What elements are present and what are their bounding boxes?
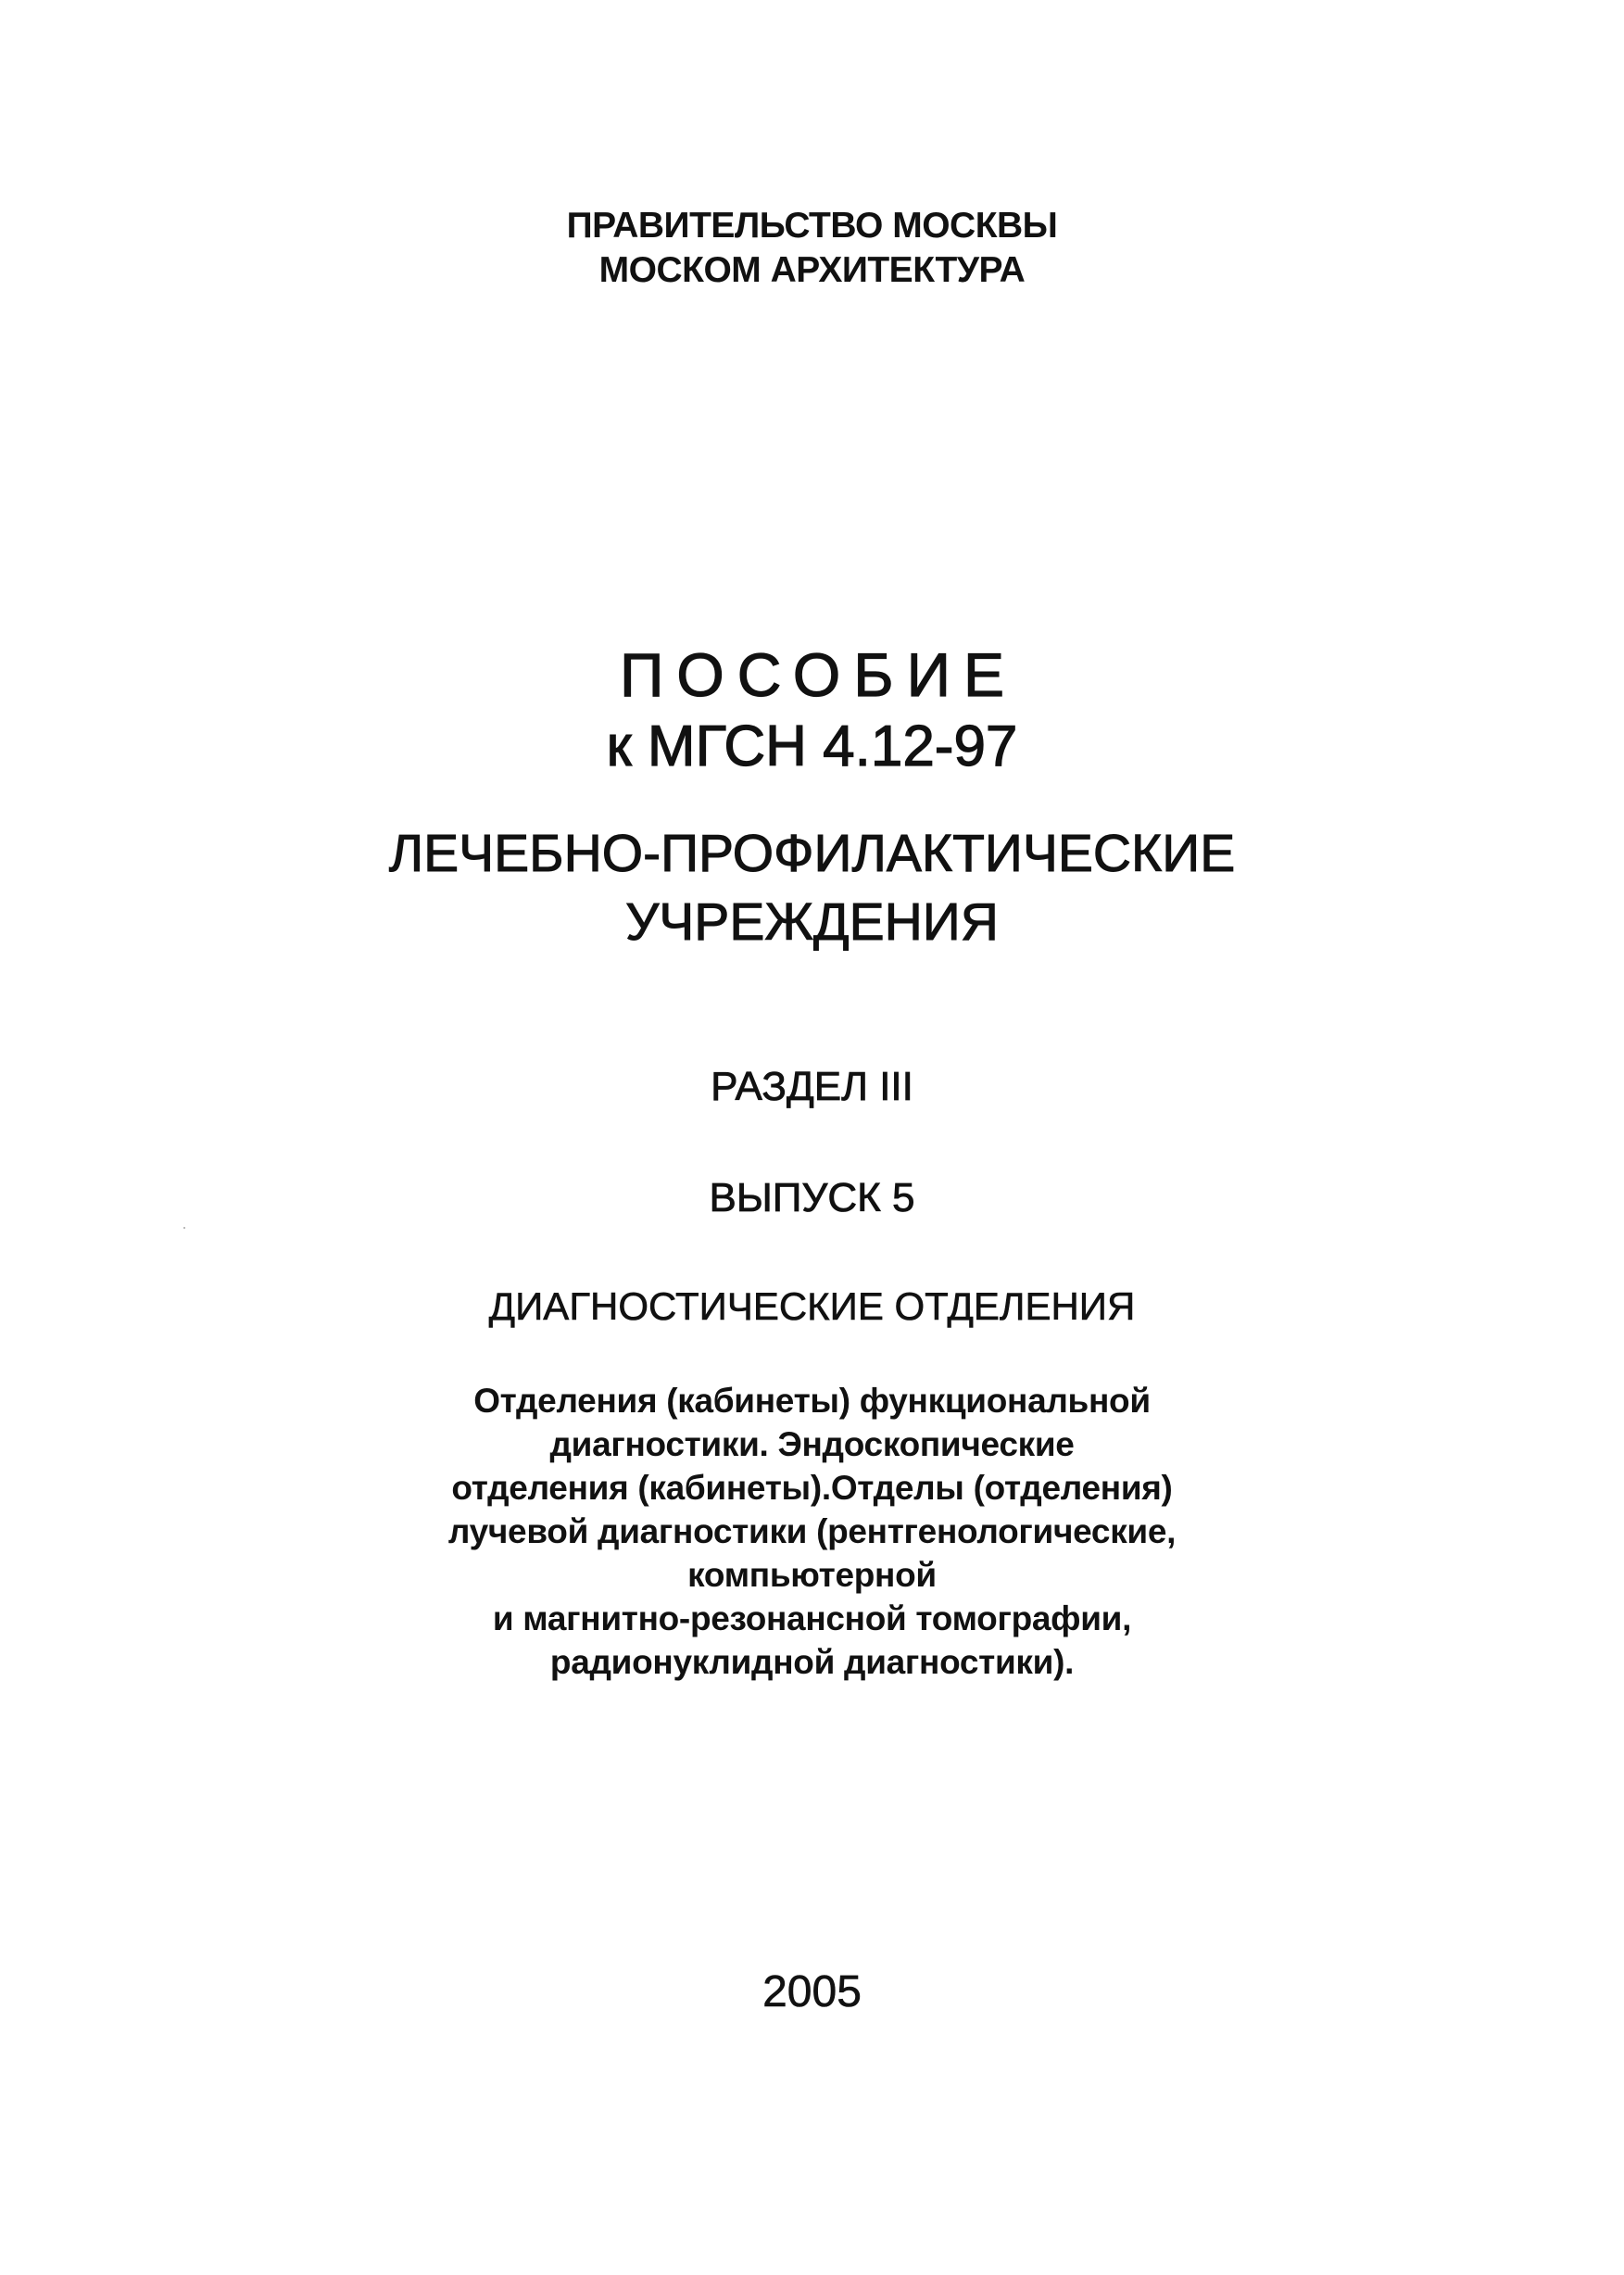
subject-line-2: УЧРЕЖДЕНИЯ	[625, 892, 999, 952]
description-line: отделения (кабинеты).Отделы (отделения)	[451, 1469, 1173, 1507]
subject-line-1: ЛЕЧЕБНО-ПРОФИЛАКТИЧЕСКИЕ	[388, 824, 1236, 883]
description-line: радионуклидной диагностики).	[549, 1643, 1075, 1681]
description-line: лучевой диагностики (рентгенологические,	[447, 1512, 1177, 1550]
description-line: Отделения (кабинеты) функциональной	[473, 1382, 1151, 1420]
document-reference: к МГСН 4.12-97	[606, 714, 1018, 778]
department-heading: ДИАГНОСТИЧЕСКИЕ ОТДЕЛЕНИЯ	[488, 1284, 1136, 1328]
scan-speck	[183, 1227, 185, 1229]
description-line: и магнитно-резонансной томографии,	[492, 1599, 1132, 1637]
description-line: компьютерной	[687, 1556, 937, 1594]
description-block	[0, 1379, 1624, 1684]
publication-year: 2005	[762, 1967, 862, 2016]
section-label: РАЗДЕЛ III	[711, 1064, 913, 1109]
description-line: диагностики. Эндоскопические	[549, 1425, 1075, 1463]
issue-label: ВЫПУСК 5	[709, 1175, 915, 1220]
organization-line-2: МОСКОМ АРХИТЕКТУРА	[598, 250, 1026, 290]
document-title: ПОСОБИЕ	[619, 640, 1018, 709]
organization-line-1: ПРАВИТЕЛЬСТВО МОСКВЫ	[566, 206, 1058, 246]
